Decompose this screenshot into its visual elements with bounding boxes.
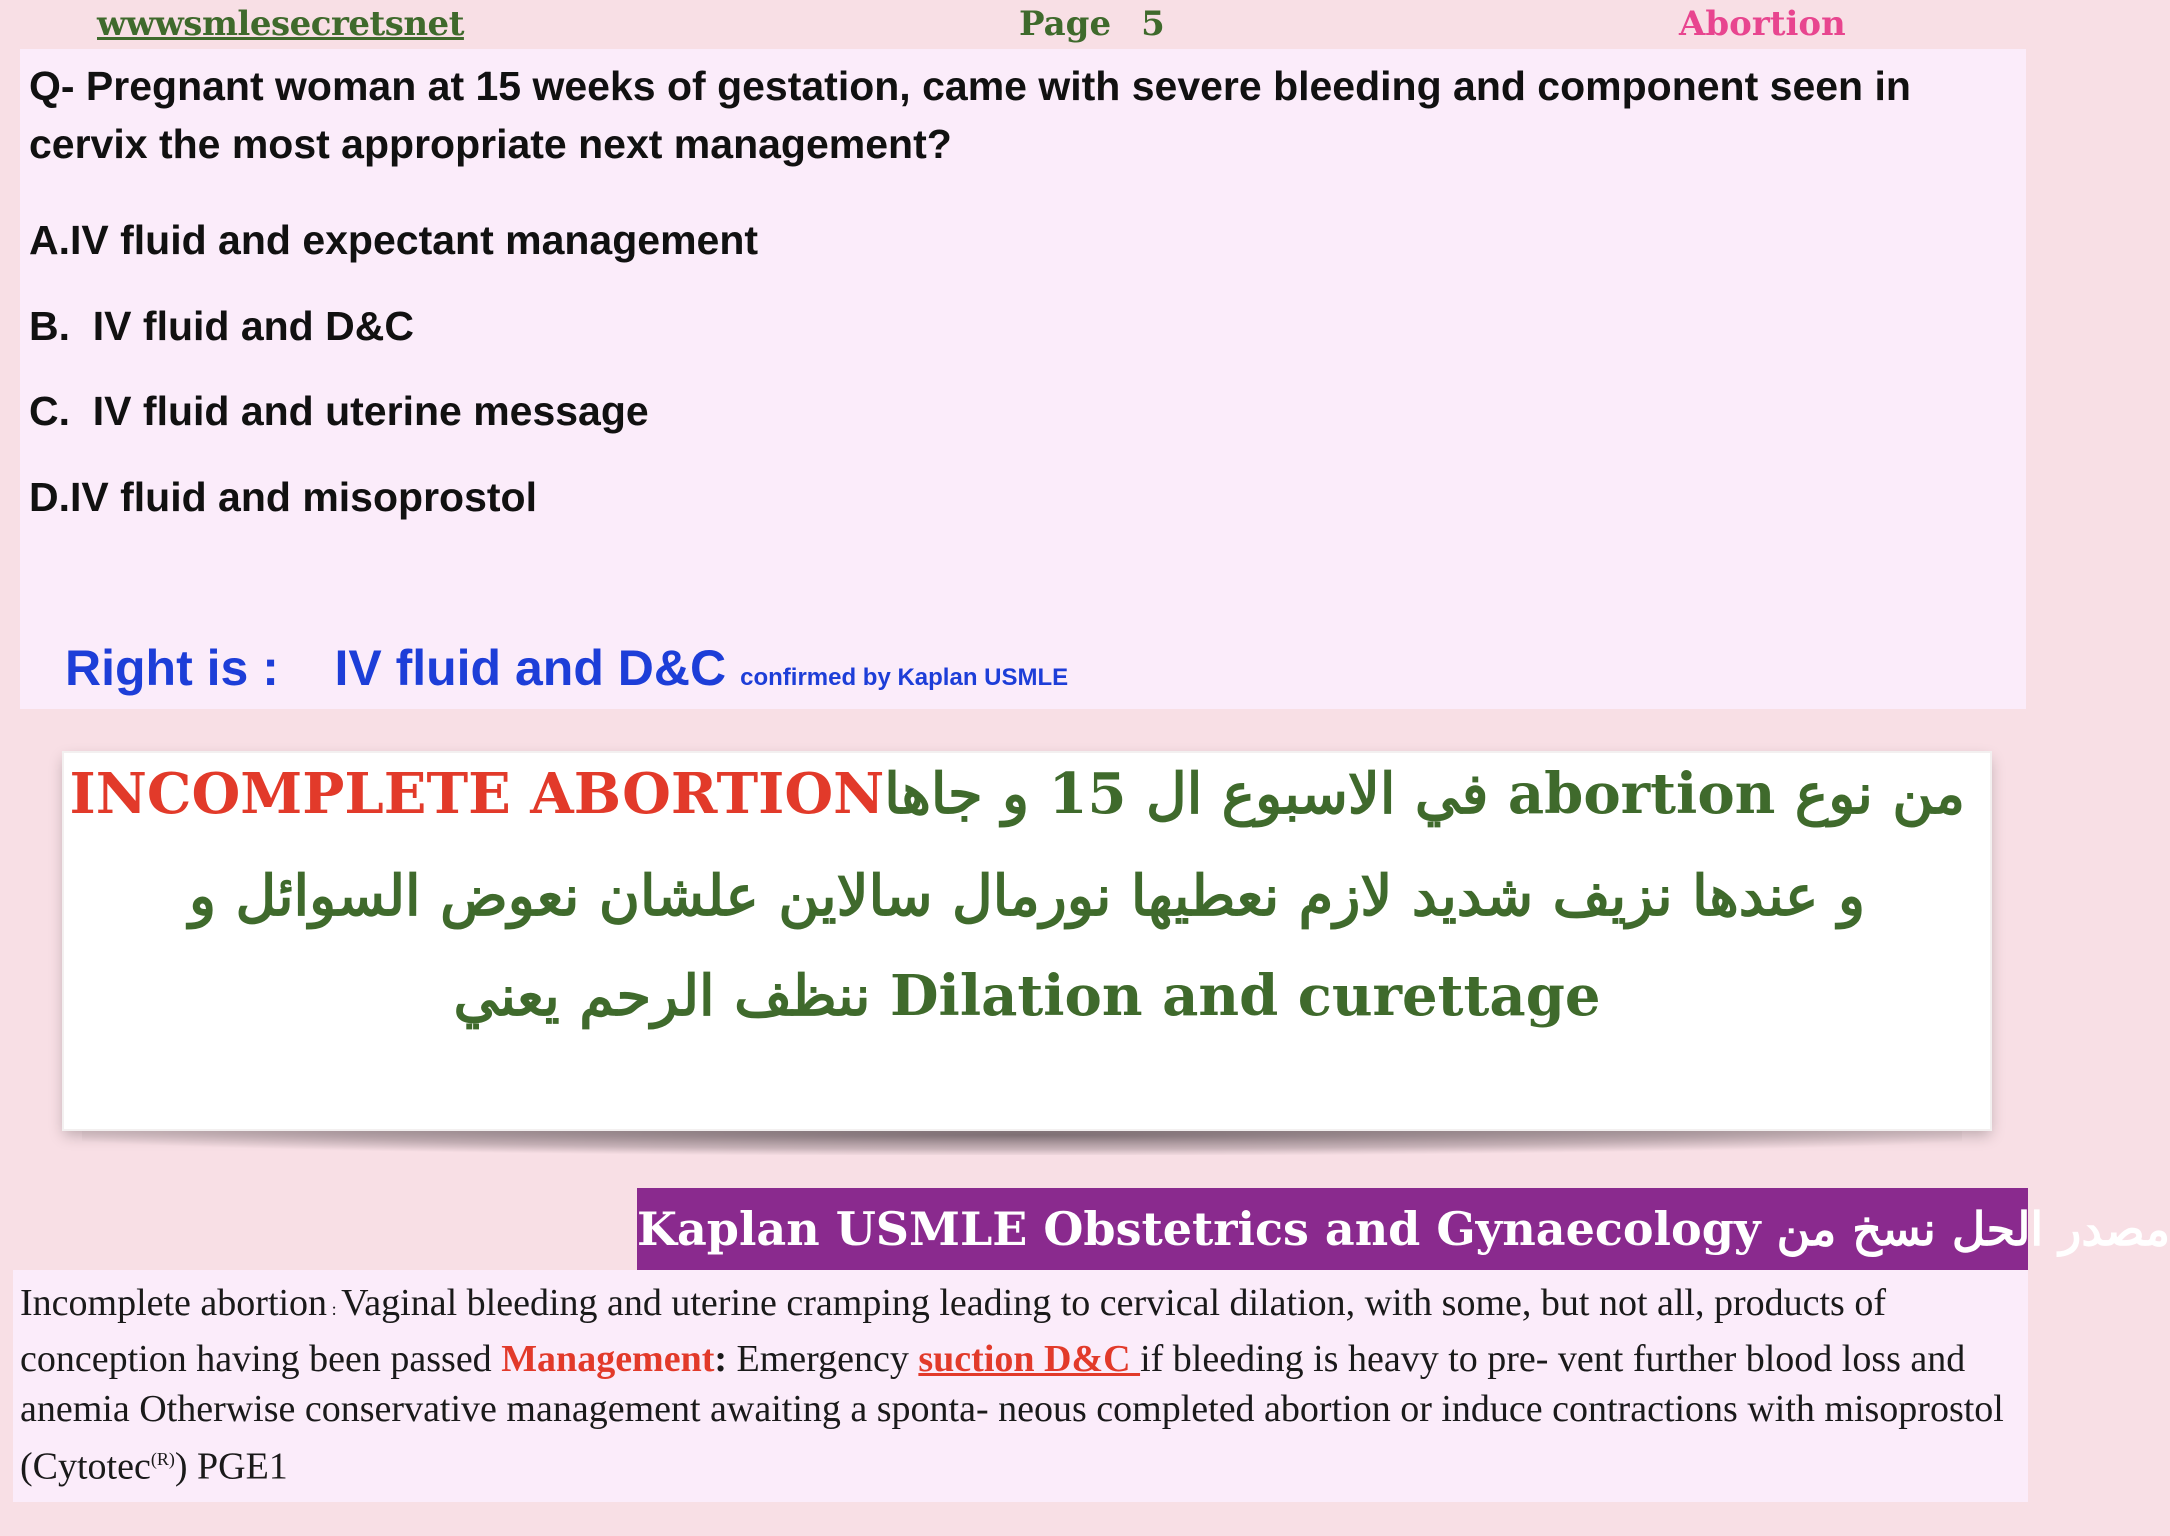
management-label: Management — [501, 1338, 715, 1380]
answer-source: confirmed by Kaplan USMLE — [740, 664, 1069, 691]
reference-desc: Vaginal bleeding and uterine cramping leading to cervical dilation, with some, but not all, products of conception having been passed — [20, 1282, 1886, 1380]
note-highlight: INCOMPLETE ABORTION — [69, 761, 885, 827]
site-name: wwwsmlesecretsnet — [97, 4, 464, 44]
registered-mark: (R) — [150, 1449, 175, 1469]
question-panel — [20, 49, 2026, 709]
source-bar: Kaplan USMLE Obstetrics and Gynaecology مصدر الحل نسخ من — [637, 1188, 2028, 1270]
answer-label: Right is : — [65, 640, 279, 696]
correct-answer — [65, 639, 1068, 697]
page-header — [0, 0, 2047, 48]
explanation-note — [64, 753, 1990, 1129]
topic-title: Abortion — [1679, 4, 1846, 44]
page-label: Page — [1019, 4, 1112, 44]
option-d: D.IV fluid and misoprostol — [29, 474, 537, 520]
note-line-2: و عندها نزيف شديد لازم نعطيها نورمال سالاين علشان نعوض السوائل و — [189, 863, 1865, 929]
management-post: if bleeding is heavy to pre- vent further blood loss and anemia Otherwise conservative management awaiting a sponta- neous completed abortion or induce contractions with misoprostol (Cytotec — [20, 1338, 2004, 1488]
reference-panel — [13, 1270, 2028, 1502]
management-pre: Emergency — [727, 1338, 919, 1380]
option-c: C. IV fluid and uterine message — [29, 388, 649, 434]
management-colon: : — [714, 1338, 728, 1380]
page-number: 5 — [1141, 4, 1165, 44]
note-line-3: Dilation and curettage ننظف الرحم يعني — [453, 963, 1601, 1029]
reference-text — [20, 1278, 2005, 1492]
answer-value: IV fluid and D&C — [334, 640, 727, 696]
option-b: B. IV fluid and D&C — [29, 303, 414, 349]
option-a: A.IV fluid and expectant management — [29, 217, 759, 263]
suction-dc-link[interactable]: suction D&C — [918, 1338, 1141, 1380]
page-indicator — [1019, 4, 1165, 44]
reference-sep: : — [327, 1299, 342, 1319]
reference-term: Incomplete abortion — [20, 1282, 328, 1324]
reference-tail: ) PGE1 — [174, 1445, 288, 1488]
note-line-1-text: من نوع abortion في الاسبوع ال 15 و جاها — [884, 761, 1985, 827]
note-line-1 — [64, 761, 1990, 827]
question-text: Q- Pregnant woman at 15 weeks of gestation, came with severe bleeding and component seen in cervix the most appropriate next management? — [29, 63, 1911, 167]
